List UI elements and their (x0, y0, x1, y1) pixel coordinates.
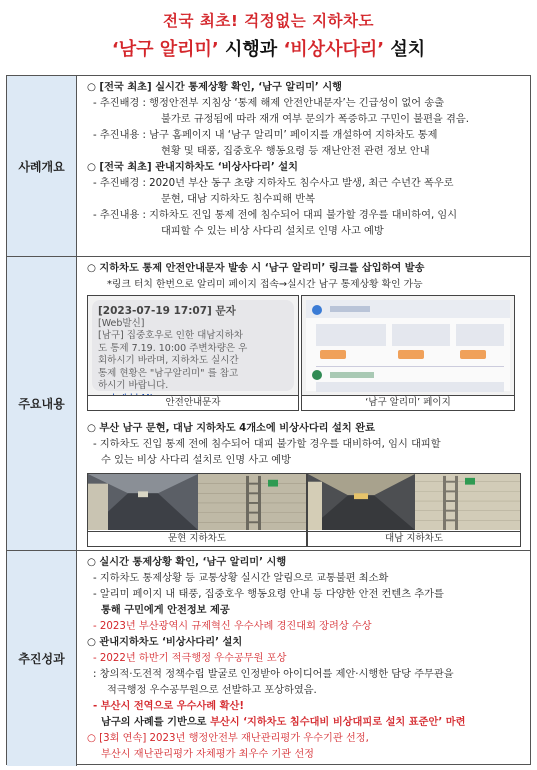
result-note-cont: 적극행정 우수공무원으로 선발하고 포상하였음. (107, 685, 317, 696)
alimi-page-card (456, 324, 504, 346)
case-ladder-background: - 추진배경 : 2020년 부산 동구 초량 지하차도 침수사고 발생, 최근 수년간 폭우로 (93, 178, 454, 189)
title-connector: 시행과 (218, 39, 284, 60)
alimi-page-logo-text (330, 306, 370, 312)
result-item: - 지하차도 통제상황 등 교통상황 실시간 알림으로 교통불편 최소화 (93, 573, 389, 584)
title-suffix: 설치 (384, 39, 426, 60)
case-heading-ladder: ○ [전국 최초] 관내지하차도 ‘비상사다리’ 설치 (87, 162, 298, 173)
result-heading-ladder: ○ 관내지하차도 ‘비상사다리’ 설치 (87, 637, 243, 648)
main-heading-sms: ○ 지하차도 통제 안전안내문자 발송 시 ‘남구 알리미’ 링크를 삽입하여 발송 (87, 263, 425, 274)
row-main-content (7, 256, 530, 550)
alimi-page-logo-text (330, 372, 374, 378)
alimi-page-screenshot (301, 295, 515, 411)
result-heading-alimi: ○ 실시간 통제상황 확인, ‘남구 알리미’ 시행 (87, 557, 287, 568)
alimi-status-button (398, 350, 424, 359)
sms-screenshot (87, 295, 299, 411)
title-alimi: ‘남구 알리미’ (111, 39, 219, 60)
main-ladder-detail-cont: 수 있는 비상 사다리 설치로 인명 사고 예방 (101, 455, 291, 466)
alimi-status-button (460, 350, 486, 359)
document-title-line1: 전국 최초! 걱정없는 지하차도 (163, 12, 374, 30)
summary-table (6, 75, 531, 765)
result-standard-lead: 남구의 사례를 기반으로 (101, 717, 211, 728)
result-standard-red: 부산시 ‘지하차도 침수대비 비상대피로 설치 표준안’ 마련 (210, 717, 466, 728)
alimi-page-footer (316, 382, 504, 392)
title-ladder: ‘비상사다리’ (283, 39, 385, 60)
munhyeon-tunnel-image (88, 474, 198, 530)
main-content-body (79, 257, 530, 550)
daenam-ladder-image (415, 474, 521, 530)
munhyeon-ladder-image (198, 474, 307, 530)
caption-alimi-page: ‘남구 알리미’ 페이지 (302, 395, 514, 410)
sms-line: [남구] 집중호우로 인한 대남지하차 (98, 330, 243, 341)
sms-header: [2023-07-19 17:07] 문자 (98, 305, 236, 317)
alimi-page-card (392, 324, 450, 346)
case-ladder-content-cont: 대피할 수 있는 비상 사다리 설치로 인명 사고 예방 (161, 226, 384, 237)
main-ladder-detail: - 지하차도 진입 통제 전에 침수되어 대피 불가할 경우를 대비하여, 임시 대피할 (93, 439, 441, 450)
alimi-divider (316, 366, 504, 367)
sms-line: 회하시기 바라며, 지하차도 실시간 (98, 355, 239, 366)
result-standard (87, 715, 524, 731)
caption-daenam: 대남 지하차도 (308, 531, 520, 546)
row-results (7, 550, 530, 766)
case-ladder-content: - 추진내용 : 지하차도 진입 통제 전에 침수되어 대피 불가할 경우를 대비하여, 임시 (93, 210, 458, 221)
label-main-content: 주요내용 (7, 257, 77, 550)
sms-line: 하시기 바랍니다. (98, 380, 169, 391)
case-alimi-content: - 추진내용 : 남구 홈페이지 내 ‘남구 알리미’ 페이지를 개설하여 지하차도 통제 (93, 130, 438, 141)
results-content (79, 551, 530, 766)
row-case-overview (7, 76, 530, 256)
label-results: 추진성과 (7, 551, 77, 766)
namgu-logo-icon (312, 305, 322, 315)
sms-line: [Web발신] (98, 317, 145, 329)
document-title-line2 (0, 35, 537, 61)
result-note: : 창의적·도전적 정책수립 발굴로 인정받아 아이디어를 제안·시행한 담당 주무관을 (93, 669, 454, 680)
result-expansion: - 부산시 전역으로 우수사례 확산! (93, 701, 244, 712)
namgu-logo-icon (312, 370, 322, 380)
case-ladder-background-cont: 문현, 대남 지하차도 침수피해 반복 (161, 194, 315, 205)
main-heading-ladder: ○ 부산 남구 문현, 대남 지하차도 4개소에 비상사다리 설치 완료 (87, 423, 375, 434)
photo-munhyeon (87, 473, 307, 547)
result-evaluation: ○ [3회 연속] 2023년 행정안전부 재난관리평가 우수기관 선정, (87, 733, 369, 744)
alimi-status-button (320, 350, 346, 359)
case-alimi-background-cont: 불가로 규정됨에 따라 재개 여부 문의가 폭증하고 구민이 불편을 겪음. (161, 114, 469, 125)
photo-daenam (307, 473, 521, 547)
result-award-regulation: - 2023년 부산광역시 규제혁신 우수사례 경진대회 장려상 수상 (93, 621, 372, 632)
label-case-overview: 사례개요 (7, 76, 77, 256)
daenam-tunnel-image (308, 474, 415, 530)
case-overview-content (79, 76, 530, 256)
sms-line: 통제 현황은 "남구알리미" 를 참고 (98, 367, 239, 379)
caption-sms: 안전안내문자 (88, 395, 298, 410)
result-item: - 알리미 페이지 내 태풍, 집중호우 행동요령 안내 등 다양한 안전 컨텐츠 추가를 (93, 589, 444, 600)
result-award-official: - 2022년 하반기 적극행정 우수공무원 포상 (93, 653, 287, 664)
sms-bubble (92, 300, 294, 391)
case-alimi-background: - 추진배경 : 행정안전부 지침상 ‘통제 해제 안전안내문자’는 긴급성이 없어 송출 (93, 98, 445, 109)
alimi-page-mock (306, 300, 510, 391)
main-note-link: *링크 터치 한번으로 알리미 페이지 접속→실시간 남구 통제상황 확인 가능 (107, 279, 423, 290)
alimi-page-card (316, 324, 386, 346)
result-item-cont: 통해 구민에게 안전정보 제공 (101, 605, 230, 616)
case-heading-alimi: ○ [전국 최초] 실시간 통제상황 확인, ‘남구 알리미’ 시행 (87, 82, 343, 93)
result-evaluation-cont: 부산시 재난관리평가 자체평가 최우수 기관 선정 (101, 749, 315, 760)
case-alimi-content-cont: 현황 및 태풍, 집중호우 행동요령 등 재난안전 관련 정보 안내 (161, 146, 430, 157)
sms-line: 도 통제 7.19. 10:00 주변차량은 우 (98, 342, 248, 354)
caption-munhyeon: 문현 지하차도 (88, 531, 306, 546)
